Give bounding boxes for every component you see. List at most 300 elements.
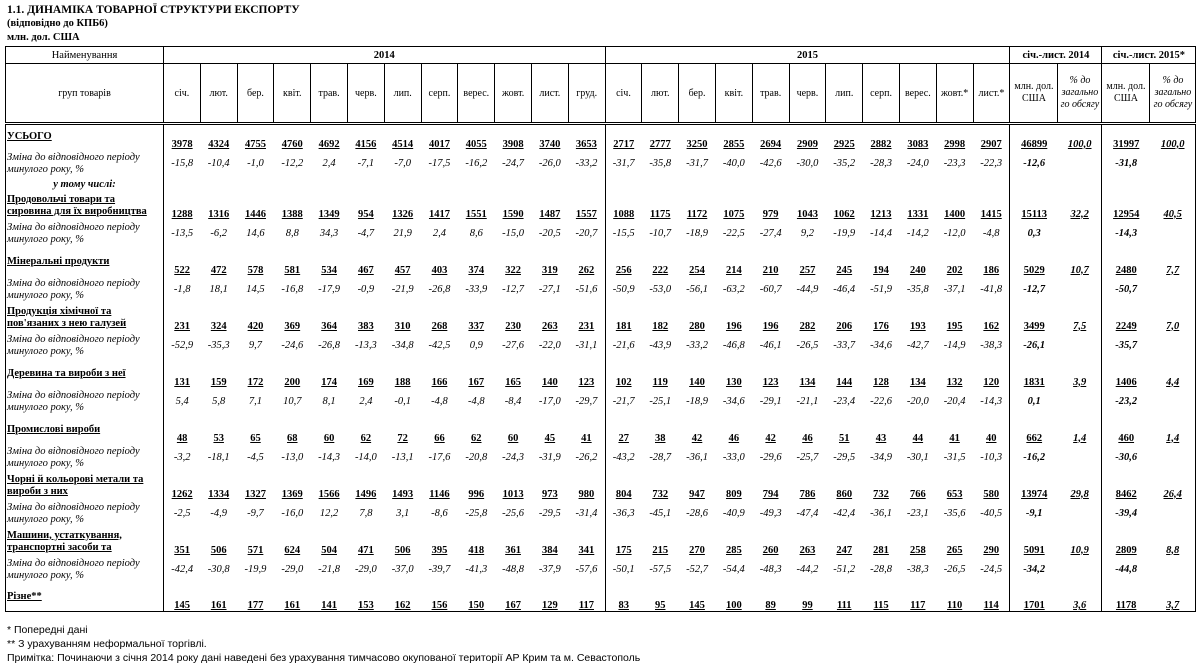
change-cell-2015: -15,5 (612, 228, 635, 239)
change-cell-2014: -26,8 (428, 284, 451, 295)
value-cell-2014: 395 (431, 544, 448, 556)
value-cell-2015: 89 (752, 584, 789, 612)
change-row (6, 150, 1196, 178)
value-cell-2015: 51 (838, 432, 850, 444)
change-cell-2015: -29,6 (759, 452, 782, 463)
month-header-2014: серп. (421, 64, 458, 124)
change-cell-2014: 5,4 (164, 388, 201, 416)
change-cell-2014: -42,5 (428, 340, 451, 351)
sum-2015-change-empty (1150, 332, 1196, 360)
month-header-2015: квіт. (715, 64, 752, 124)
change-cell-2014: -25,8 (465, 508, 488, 519)
empty-cell (826, 178, 863, 192)
value-cell-2015: 194 (873, 264, 889, 276)
value-cell-2014: 4156 (355, 138, 377, 150)
change-cell-2015: -18,9 (686, 228, 708, 239)
change-cell-2014: -33,9 (465, 284, 488, 295)
value-cell-2014: 48 (164, 416, 201, 444)
value-cell-2015: 2777 (649, 138, 671, 150)
empty-cell (936, 178, 973, 192)
empty-cell (899, 178, 936, 192)
value-cell-2014: 66 (434, 432, 445, 444)
value-cell-2015: 245 (836, 264, 853, 276)
table-body (6, 124, 1196, 612)
value-cell-2014: 174 (321, 376, 337, 388)
change-cell-2015: -10,7 (649, 228, 672, 239)
value-cell-2015: 132 (946, 376, 963, 388)
value-cell-2015: 120 (973, 360, 1010, 388)
sum-2014-change-empty (1058, 444, 1102, 472)
value-cell-2015: 256 (615, 264, 632, 276)
value-cell-2015: 270 (689, 544, 705, 556)
value-cell-2015: 27 (618, 432, 629, 444)
change-cell-2014: -51,6 (568, 276, 605, 304)
change-label: Зміна до відповідного періоду минулого року, % (6, 444, 164, 472)
value-cell-2015: 254 (689, 264, 705, 276)
value-cell-2015: 2855 (723, 138, 745, 150)
sum-2014-share: 10,7 (1058, 248, 1102, 276)
value-cell-2014: 1496 (355, 488, 377, 500)
change-cell-2015: -42,7 (906, 340, 929, 351)
value-cell-2014: 1487 (539, 208, 561, 220)
sum-2015-change-empty (1150, 150, 1196, 178)
change-cell-2014: 9,7 (248, 340, 263, 351)
month-header-2015: бер. (679, 64, 716, 124)
table-row (6, 304, 1196, 332)
change-cell-2015: -42,6 (759, 158, 782, 169)
change-cell-2015: -25,1 (649, 396, 672, 407)
value-cell-2015: 202 (946, 264, 963, 276)
value-cell-2015: 117 (899, 584, 936, 612)
empty-cell (568, 178, 605, 192)
empty-cell (347, 178, 384, 192)
row-group-name: Машини, устаткування, транспортні засоби та (6, 528, 164, 556)
change-cell-2014: -41,3 (465, 564, 488, 575)
value-cell-2015: 99 (789, 584, 826, 612)
value-cell-2015: 123 (762, 376, 779, 388)
sum-2015-change-empty (1150, 276, 1196, 304)
value-cell-2014: 337 (468, 320, 485, 332)
change-cell-2014: -1,0 (247, 158, 264, 169)
value-cell-2014: 1326 (392, 208, 414, 220)
change-label: Зміна до відповідного періоду минулого року, % (6, 150, 164, 178)
change-cell-2014: 12,2 (319, 508, 339, 519)
change-cell-2015: -12,0 (943, 228, 966, 239)
change-cell-2014: -12,7 (502, 284, 524, 295)
value-cell-2014: 1551 (465, 208, 487, 220)
change-cell-2014: -29,0 (281, 564, 304, 575)
change-cell-2015: -45,1 (649, 508, 672, 519)
change-cell-2014: -3,2 (164, 444, 201, 472)
change-cell-2014: -13,1 (391, 452, 414, 463)
month-header-2015: трав. (752, 64, 789, 124)
change-cell-2014: -16,2 (465, 158, 488, 169)
month-header-2015: січ. (605, 64, 642, 124)
value-cell-2015: 119 (652, 376, 668, 388)
sum-2014-change: -16,2 (1010, 444, 1058, 472)
value-cell-2015: 206 (836, 320, 853, 332)
empty-cell (642, 178, 679, 192)
change-cell-2015: -60,7 (759, 284, 782, 295)
change-cell-2014: 3,1 (396, 508, 410, 519)
sum-2015-value: 2249 (1115, 320, 1137, 332)
change-cell-2014: -9,7 (247, 508, 264, 519)
value-cell-2015: 176 (873, 320, 889, 332)
change-cell-2014: -14,0 (354, 452, 377, 463)
value-cell-2015: 115 (863, 584, 900, 612)
change-cell-2014: -8,6 (431, 508, 448, 519)
sum-2015-share: 3,7 (1150, 584, 1196, 612)
table-row (6, 360, 1196, 388)
row-group-name: Деревина та вироби з неї (6, 360, 164, 388)
value-cell-2015: 128 (873, 376, 889, 388)
change-cell-2015: -14,9 (943, 340, 966, 351)
value-cell-2014: 472 (210, 264, 227, 276)
sum-2014-value: 46899 (1010, 124, 1058, 150)
change-cell-2014: 5,8 (212, 396, 226, 407)
change-cell-2014: -39,7 (428, 564, 451, 575)
change-cell-2015: -38,3 (973, 332, 1010, 360)
value-cell-2014: 4017 (428, 138, 450, 150)
value-cell-2015: 111 (826, 584, 863, 612)
value-cell-2015: 162 (973, 304, 1010, 332)
table-row (6, 124, 1196, 150)
sum-2015-share: 8,8 (1150, 528, 1196, 556)
value-cell-2014: 41 (568, 416, 605, 444)
value-cell-2014: 60 (507, 432, 519, 444)
change-cell-2015: -24,5 (973, 556, 1010, 584)
month-header-2014: верес. (458, 64, 495, 124)
change-cell-2015: -18,9 (686, 396, 708, 407)
including-row (6, 178, 1196, 192)
change-cell-2015: -22,5 (722, 228, 745, 239)
sum-2014-header: січ.-лист. 2014 (1010, 47, 1102, 64)
change-cell-2015: -50,1 (612, 564, 635, 575)
month-header-2015: жовт.* (936, 64, 973, 124)
sum-2015-change-empty (1150, 220, 1196, 248)
empty-cell (605, 178, 642, 192)
value-cell-2015: 260 (762, 544, 779, 556)
change-cell-2014: -20,7 (568, 220, 605, 248)
change-cell-2015: -25,7 (796, 452, 819, 463)
change-cell-2015: -43,9 (649, 340, 672, 351)
change-cell-2015: -29,5 (833, 452, 856, 463)
change-cell-2014: -13,5 (164, 220, 201, 248)
value-cell-2014: 1349 (318, 208, 340, 220)
change-cell-2014: -42,4 (164, 556, 201, 584)
change-cell-2014: -17,0 (538, 396, 561, 407)
value-cell-2014: 403 (431, 264, 448, 276)
change-cell-2015: -33,2 (686, 340, 708, 351)
month-header-2014: лип. (384, 64, 421, 124)
empty-cell (274, 178, 311, 192)
change-cell-2014: -17,9 (318, 284, 341, 295)
value-cell-2014: 624 (284, 544, 301, 556)
change-cell-2014: -29,0 (354, 564, 377, 575)
change-cell-2015: -54,4 (722, 564, 745, 575)
sum-2014-share: 1,4 (1058, 416, 1102, 444)
sum-2015-value: 1178 (1102, 584, 1150, 612)
value-cell-2014: 165 (505, 376, 521, 388)
value-cell-2014: 1146 (429, 488, 450, 500)
value-cell-2014: 3978 (164, 124, 201, 150)
value-cell-2015: 134 (799, 376, 816, 388)
empty-cell (789, 178, 826, 192)
row-group-name: Чорні й кольорові метали та вироби з них (6, 472, 164, 500)
value-cell-2015: 2907 (973, 124, 1010, 150)
value-cell-2015: 653 (946, 488, 963, 500)
change-cell-2014: -4,8 (431, 396, 448, 407)
change-cell-2015: -31,7 (612, 158, 635, 169)
value-cell-2015: 580 (973, 472, 1010, 500)
change-cell-2015: -41,8 (973, 276, 1010, 304)
sum-2015-change: -35,7 (1115, 340, 1138, 351)
change-cell-2014: 2,4 (432, 228, 447, 239)
value-cell-2014: 534 (321, 264, 337, 276)
month-header-2015: черв. (789, 64, 826, 124)
month-header-2014: черв. (347, 64, 384, 124)
value-cell-2014: 53 (213, 432, 224, 444)
value-cell-2015: 196 (725, 320, 742, 332)
change-cell-2015: -19,9 (833, 228, 856, 239)
sum-2015-change-empty (1150, 556, 1196, 584)
sum-2015-value: 1406 (1115, 376, 1137, 388)
change-cell-2015: -26,5 (796, 340, 819, 351)
change-cell-2014: -52,9 (164, 332, 201, 360)
change-row (6, 388, 1196, 416)
change-cell-2014: 7,8 (359, 508, 373, 519)
month-header-2015: лип. (826, 64, 863, 124)
value-cell-2014: 131 (164, 360, 201, 388)
sum-2014-change-empty (1058, 220, 1102, 248)
change-cell-2015: -40,0 (722, 158, 745, 169)
change-cell-2015: -28,3 (870, 158, 892, 169)
footnote-preliminary: * Попередні дані (7, 624, 88, 636)
change-row (6, 332, 1196, 360)
change-cell-2014: 2,4 (359, 396, 373, 407)
empty-cell (973, 178, 1010, 192)
value-cell-2015: 110 (936, 584, 973, 612)
value-cell-2014: 60 (323, 432, 335, 444)
share-percent-header: % до загально го обсягу (1150, 64, 1196, 124)
sum-2015-share: 7,0 (1150, 304, 1196, 332)
value-cell-2014: 166 (431, 376, 448, 388)
change-cell-2015: -35,6 (943, 508, 966, 519)
change-cell-2015: -46,8 (722, 340, 745, 351)
sum-2014-value: 662 (1010, 416, 1058, 444)
sum-2014-change-empty (1058, 332, 1102, 360)
empty-cell (495, 178, 532, 192)
change-cell-2014: -20,5 (538, 228, 561, 239)
value-cell-2015: 222 (652, 264, 669, 276)
change-cell-2015: -14,3 (973, 388, 1010, 416)
change-cell-2014: -29,7 (568, 388, 605, 416)
sum-2014-change: -12,7 (1010, 276, 1058, 304)
value-cell-2014: 1013 (502, 488, 524, 500)
change-cell-2014: 2,4 (322, 158, 336, 169)
value-cell-2014: 68 (287, 432, 298, 444)
value-cell-2014: 578 (247, 264, 264, 276)
sum-2014-share: 3,9 (1058, 360, 1102, 388)
change-cell-2014: 8,1 (322, 396, 336, 407)
change-cell-2014: -21,8 (318, 564, 341, 575)
change-cell-2015: -56,1 (686, 284, 708, 295)
sum-2014-value: 15113 (1010, 192, 1058, 220)
value-cell-2015: 280 (689, 320, 705, 332)
value-cell-2014: 200 (284, 376, 301, 388)
value-cell-2015: 42 (691, 432, 703, 444)
change-cell-2015: -4,8 (973, 220, 1010, 248)
value-cell-2014: 123 (568, 360, 605, 388)
change-cell-2015: -46,4 (833, 284, 856, 295)
change-cell-2015: -10,3 (973, 444, 1010, 472)
change-cell-2015: -47,4 (796, 508, 819, 519)
change-row (6, 220, 1196, 248)
change-cell-2015: -63,2 (722, 284, 745, 295)
value-cell-2015: 182 (652, 320, 669, 332)
change-cell-2014: -26,0 (538, 158, 561, 169)
change-cell-2015: -22,3 (973, 150, 1010, 178)
change-cell-2014: -19,9 (244, 564, 267, 575)
change-cell-2015: -52,7 (686, 564, 708, 575)
change-cell-2014: -34,8 (391, 340, 414, 351)
value-cell-2015: 1088 (613, 208, 635, 220)
value-cell-2014: 167 (495, 584, 532, 612)
change-cell-2014: -16,0 (281, 508, 304, 519)
change-cell-2014: -4,8 (467, 396, 485, 407)
change-cell-2014: -4,7 (357, 228, 375, 239)
sum-2014-change: -26,1 (1010, 332, 1058, 360)
value-cell-2015: 102 (615, 376, 632, 388)
value-cell-2015: 42 (765, 432, 776, 444)
change-cell-2014: -4,5 (247, 452, 264, 463)
month-header-row (6, 64, 1196, 124)
change-cell-2015: -28,8 (870, 564, 892, 575)
value-cell-2014: 319 (541, 264, 558, 276)
change-row (6, 500, 1196, 528)
sum-2014-share: 29,8 (1058, 472, 1102, 500)
change-cell-2014: -48,8 (502, 564, 524, 575)
change-cell-2015: -24,0 (906, 158, 929, 169)
change-cell-2014: -24,7 (502, 158, 524, 169)
change-label: Зміна до відповідного періоду минулого року, % (6, 332, 164, 360)
sum-2015-change-empty (1150, 388, 1196, 416)
sum-2015-share: 40,5 (1150, 192, 1196, 220)
change-cell-2015: -36,1 (686, 452, 708, 463)
value-cell-2015: 100 (715, 584, 752, 612)
value-cell-2015: 947 (689, 488, 705, 500)
change-cell-2015: -34,6 (722, 396, 745, 407)
change-cell-2015: -23,4 (833, 396, 856, 407)
sum-2014-share: 32,2 (1058, 192, 1102, 220)
value-cell-2015: 2694 (760, 138, 782, 150)
month-header-2015: серп. (863, 64, 900, 124)
change-row (6, 556, 1196, 584)
empty-cell (1010, 178, 1058, 192)
change-cell-2015: -29,1 (759, 396, 782, 407)
sum-2015-share: 4,4 (1150, 360, 1196, 388)
value-cell-2015: 1043 (796, 208, 818, 220)
sum-2014-share: 7,5 (1058, 304, 1102, 332)
sum-2014-change-empty (1058, 276, 1102, 304)
sum-2015-value: 31997 (1113, 138, 1140, 150)
value-cell-2014: 324 (210, 320, 227, 332)
value-cell-2014: 65 (250, 432, 261, 444)
change-cell-2014: -37,0 (391, 564, 414, 575)
table-row (6, 192, 1196, 220)
empty-cell (679, 178, 716, 192)
empty-cell (863, 178, 900, 192)
value-cell-2015: 732 (873, 488, 889, 500)
value-cell-2015: 240 (909, 264, 926, 276)
month-header-2014: січ. (164, 64, 201, 124)
table-row (6, 528, 1196, 556)
change-cell-2015: -30,1 (906, 452, 929, 463)
value-cell-2014: 177 (237, 584, 274, 612)
sum-2015-change: -44,8 (1115, 564, 1138, 575)
value-cell-2014: 3653 (568, 124, 605, 150)
value-cell-2014: 262 (568, 248, 605, 276)
year-2014-header: 2014 (164, 47, 606, 64)
change-cell-2015: 9,2 (800, 228, 814, 239)
empty-cell (531, 178, 568, 192)
sum-2014-share: 3,6 (1058, 584, 1102, 612)
change-cell-2014: 7,1 (248, 396, 263, 407)
change-row (6, 444, 1196, 472)
sum-2015-change: -30,6 (1115, 452, 1138, 463)
value-cell-2014: 4324 (208, 138, 230, 150)
value-cell-2015: 140 (689, 376, 705, 388)
month-header-2014: жовт. (495, 64, 532, 124)
sum-2015-change-empty (1150, 444, 1196, 472)
change-cell-2015: -49,3 (759, 508, 782, 519)
change-cell-2014: -20,8 (465, 452, 488, 463)
change-cell-2015: -40,5 (973, 500, 1010, 528)
year-2015-header: 2015 (605, 47, 1010, 64)
change-cell-2015: -35,8 (906, 284, 929, 295)
change-cell-2015: -30,0 (796, 158, 819, 169)
value-cell-2014: 322 (505, 264, 521, 276)
value-cell-2015: 1400 (944, 208, 966, 220)
change-cell-2015: -23,1 (906, 508, 929, 519)
value-cell-2014: 1288 (164, 192, 201, 220)
change-cell-2015: -46,1 (759, 340, 782, 351)
value-cell-2015: 1415 (973, 192, 1010, 220)
sum-2015-change: -23,2 (1115, 396, 1138, 407)
value-cell-2014: 506 (394, 544, 411, 556)
value-cell-2015: 257 (799, 264, 816, 276)
value-cell-2015: 134 (909, 376, 926, 388)
value-cell-2014: 973 (541, 488, 558, 500)
value-cell-2015: 2882 (870, 138, 892, 150)
name-header-bottom: груп товарів (6, 64, 164, 124)
value-cell-2015: 258 (909, 544, 926, 556)
change-cell-2014: -13,3 (354, 340, 377, 351)
change-cell-2014: 14,5 (246, 284, 265, 295)
change-cell-2014: -31,9 (538, 452, 561, 463)
change-cell-2014: 34,3 (319, 228, 339, 239)
including-label: у тому числі: (6, 178, 164, 192)
value-cell-2014: 161 (200, 584, 237, 612)
value-cell-2015: 196 (762, 320, 779, 332)
sum-2015-share: 1,4 (1150, 416, 1196, 444)
row-group-name: Промислові вироби (6, 416, 164, 444)
value-cell-2014: 145 (164, 584, 201, 612)
value-cell-2014: 153 (347, 584, 384, 612)
change-cell-2014: -0,9 (357, 284, 375, 295)
value-cell-2014: 471 (358, 544, 374, 556)
sum-2015-change: -50,7 (1115, 284, 1138, 295)
